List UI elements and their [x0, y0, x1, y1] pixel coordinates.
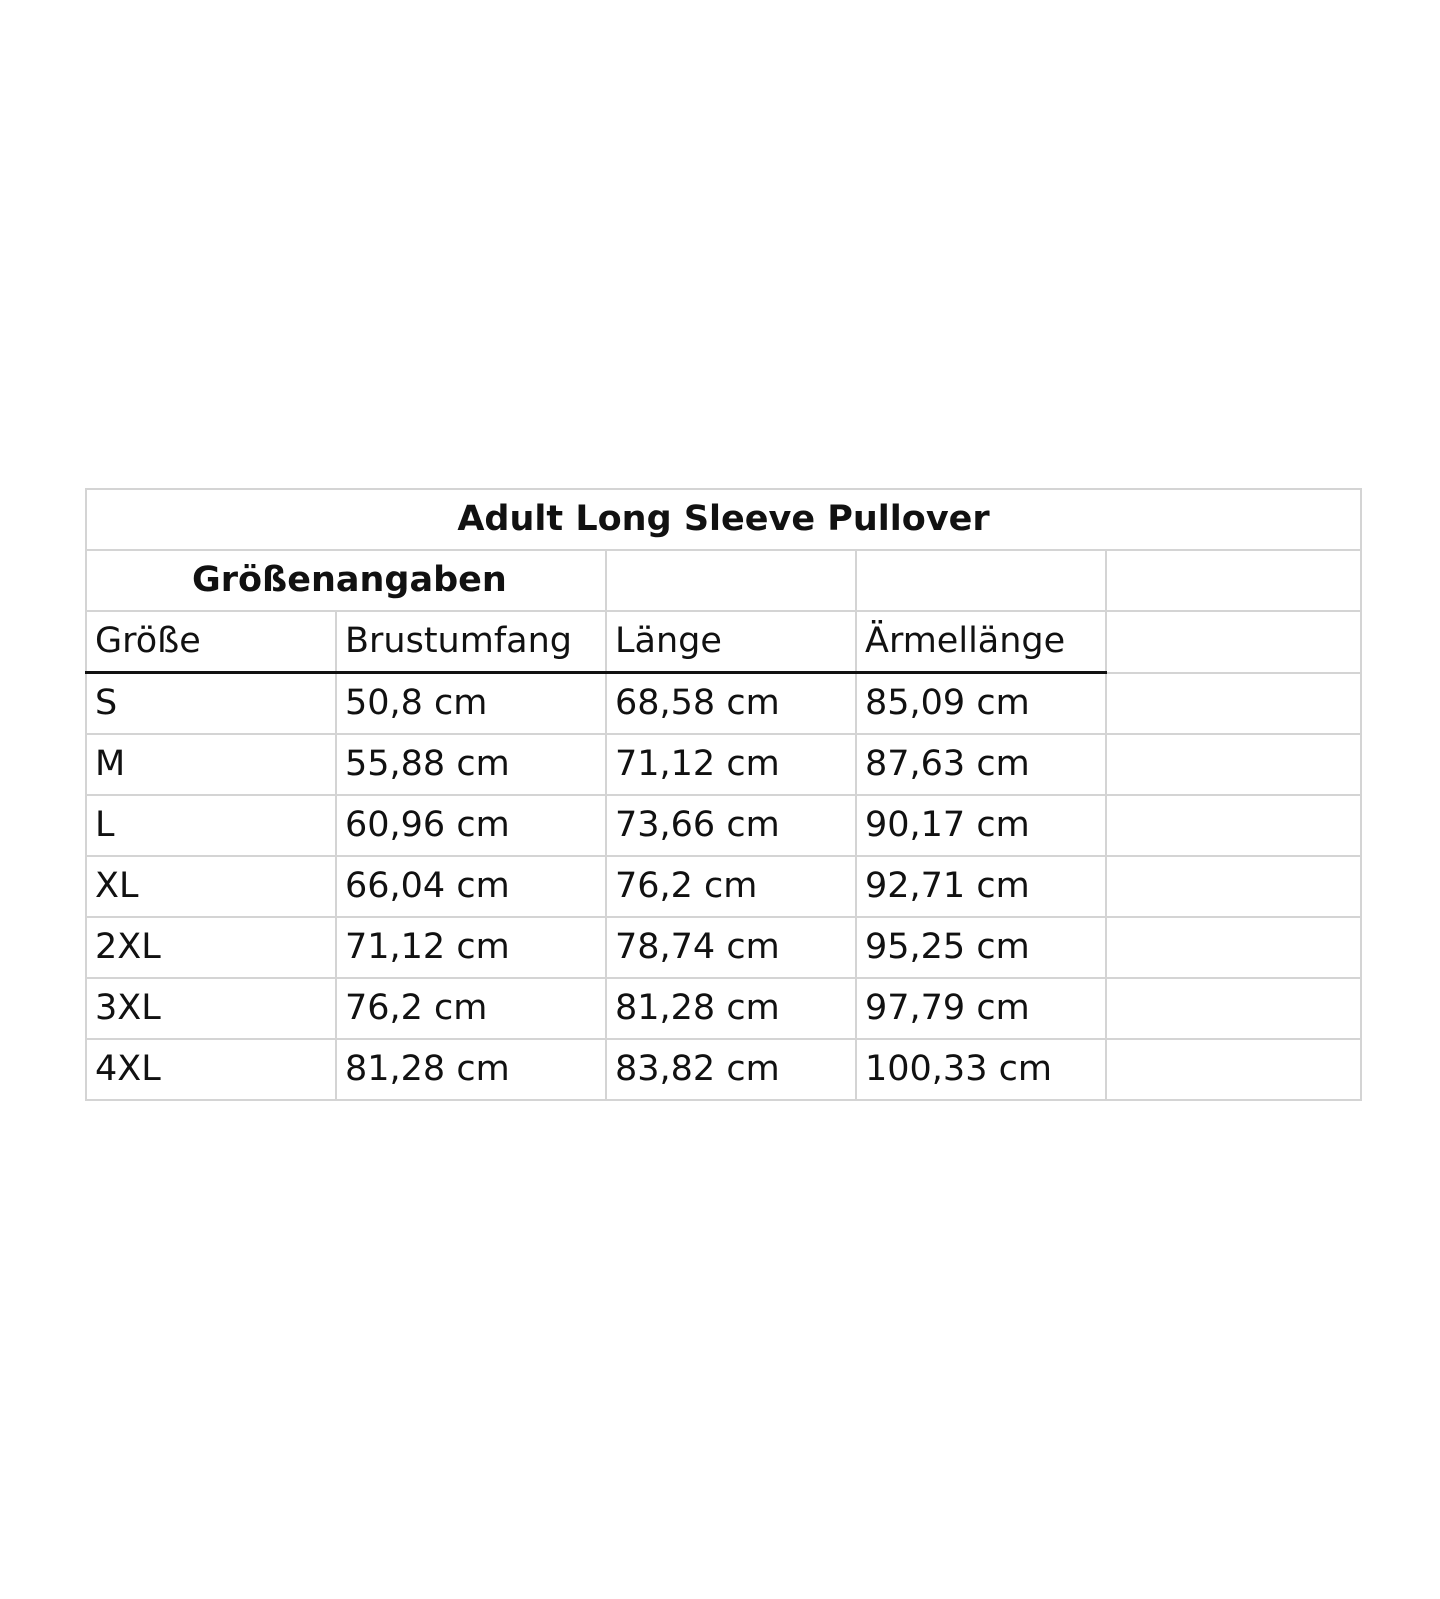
empty-cell: [1106, 734, 1361, 795]
chest-cell: 71,12 cm: [336, 917, 606, 978]
empty-cell: [1106, 917, 1361, 978]
size-cell: 2XL: [86, 917, 336, 978]
table-row: [86, 673, 1361, 735]
column-header-chest: Brustumfang: [336, 611, 606, 673]
column-header-length: Länge: [606, 611, 856, 673]
length-cell: 78,74 cm: [606, 917, 856, 978]
table-row: [86, 1039, 1361, 1100]
sleeve-cell: 87,63 cm: [856, 734, 1106, 795]
empty-cell: [1106, 1039, 1361, 1100]
empty-cell: [606, 550, 856, 611]
length-cell: 71,12 cm: [606, 734, 856, 795]
sleeve-cell: 97,79 cm: [856, 978, 1106, 1039]
size-cell: L: [86, 795, 336, 856]
subtitle-row: [86, 550, 1361, 611]
empty-cell: [1106, 978, 1361, 1039]
empty-cell: [1106, 611, 1361, 673]
chest-cell: 81,28 cm: [336, 1039, 606, 1100]
chest-cell: 60,96 cm: [336, 795, 606, 856]
size-cell: 3XL: [86, 978, 336, 1039]
table-row: [86, 734, 1361, 795]
size-cell: XL: [86, 856, 336, 917]
length-cell: 76,2 cm: [606, 856, 856, 917]
column-header-sleeve: Ärmellänge: [856, 611, 1106, 673]
table-row: [86, 978, 1361, 1039]
length-cell: 83,82 cm: [606, 1039, 856, 1100]
empty-cell: [1106, 673, 1361, 735]
sleeve-cell: 90,17 cm: [856, 795, 1106, 856]
table-row: [86, 795, 1361, 856]
empty-cell: [1106, 856, 1361, 917]
length-cell: 81,28 cm: [606, 978, 856, 1039]
column-header-size: Größe: [86, 611, 336, 673]
table-row: [86, 917, 1361, 978]
empty-cell: [1106, 550, 1361, 611]
sleeve-cell: 85,09 cm: [856, 673, 1106, 735]
table-row: [86, 856, 1361, 917]
length-cell: 68,58 cm: [606, 673, 856, 735]
table-title: Adult Long Sleeve Pullover: [86, 489, 1361, 550]
size-cell: S: [86, 673, 336, 735]
chest-cell: 66,04 cm: [336, 856, 606, 917]
title-row: [86, 489, 1361, 550]
table-subtitle: Größenangaben: [86, 550, 606, 611]
chest-cell: 55,88 cm: [336, 734, 606, 795]
size-chart-table: [85, 488, 1362, 1101]
chest-cell: 50,8 cm: [336, 673, 606, 735]
empty-cell: [856, 550, 1106, 611]
size-cell: 4XL: [86, 1039, 336, 1100]
sleeve-cell: 100,33 cm: [856, 1039, 1106, 1100]
sleeve-cell: 95,25 cm: [856, 917, 1106, 978]
size-cell: M: [86, 734, 336, 795]
chest-cell: 76,2 cm: [336, 978, 606, 1039]
length-cell: 73,66 cm: [606, 795, 856, 856]
column-header-row: [86, 611, 1361, 673]
empty-cell: [1106, 795, 1361, 856]
sleeve-cell: 92,71 cm: [856, 856, 1106, 917]
